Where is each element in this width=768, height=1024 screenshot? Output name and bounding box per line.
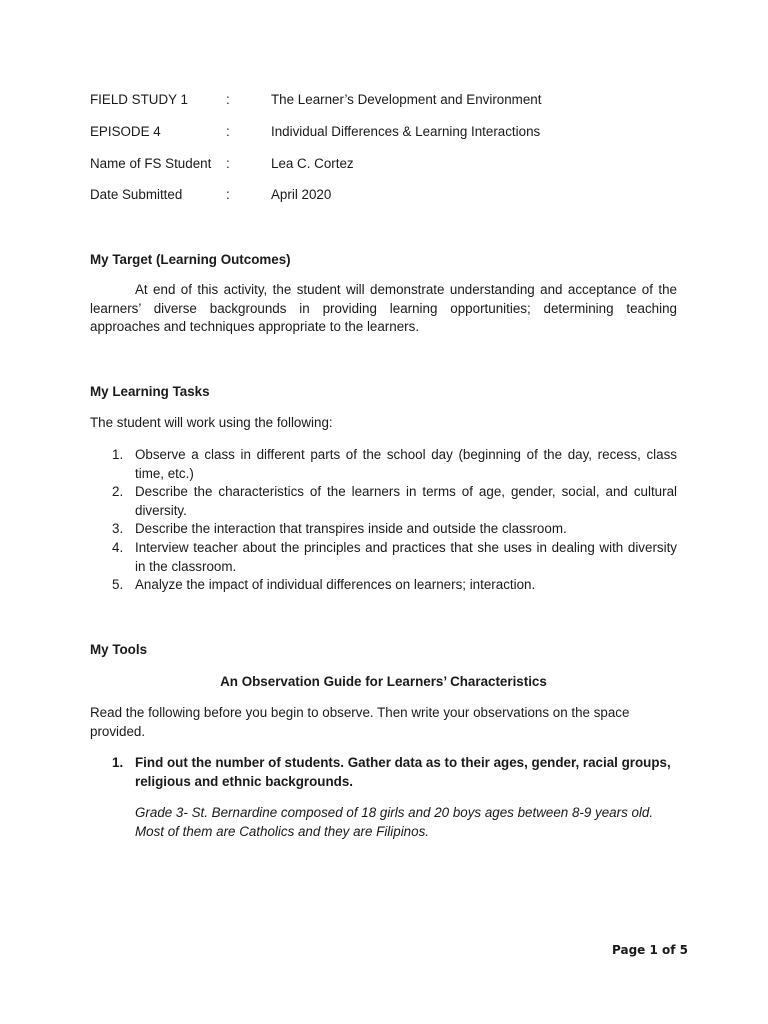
header-row-student-name: [90, 155, 690, 173]
list-item: [90, 446, 677, 483]
list-text: Analyze the impact of individual differences on learners; interaction.: [135, 577, 536, 593]
tools-heading: My Tools: [90, 642, 148, 657]
header-colon: :: [226, 156, 230, 171]
header-value: The Learner’s Development and Environment: [271, 92, 542, 107]
header-value: April 2020: [271, 187, 332, 202]
header-row-field-study: [90, 91, 690, 109]
header-colon: :: [226, 92, 230, 107]
page-number: Page 1 of 5: [612, 943, 688, 957]
list-text: Describe the characteristics of the learners in terms of age, gender, social, and cultural diversity.: [135, 484, 677, 518]
list-item: [90, 576, 677, 595]
tasks-list: [90, 446, 677, 595]
list-text: Observe a class in different parts of the school day (beginning of the day, recess, class time, etc.): [135, 447, 677, 481]
list-number: 2.: [112, 484, 124, 500]
tasks-heading: My Learning Tasks: [90, 384, 210, 399]
header-colon: :: [226, 124, 230, 139]
observation-answer: Grade 3- St. Bernardine composed of 18 girls and 20 boys ages between 8-9 years old. Most of them are Catholics and they are Filipinos.: [135, 805, 654, 839]
list-text: Describe the interaction that transpires inside and outside the classroom.: [135, 521, 567, 537]
header-row-date-submitted: [90, 186, 690, 204]
list-number: 4.: [112, 539, 124, 555]
list-number: 1.: [112, 447, 124, 462]
header-label: Name of FS Student: [90, 156, 212, 171]
question-text: Find out the number of students. Gather data as to their ages, gender, racial groups, religious and ethnic backgrounds.: [135, 755, 671, 789]
list-number: 3.: [112, 521, 124, 537]
list-item: [90, 539, 677, 576]
list-item: [90, 483, 677, 520]
guide-instructions: Read the following before you begin to observe. Then write your observations on the space provided.: [90, 705, 630, 739]
header-value: Lea C. Cortez: [271, 156, 354, 171]
list-number: 5.: [112, 577, 124, 593]
header-row-episode: [90, 123, 690, 141]
header-colon: :: [226, 187, 230, 202]
header-label: Date Submitted: [90, 187, 183, 202]
guide-title: An Observation Guide for Learners’ Characteristics: [220, 674, 547, 689]
target-heading: My Target (Learning Outcomes): [90, 252, 291, 267]
target-paragraph: At end of this activity, the student will demonstrate understanding and acceptance of the learners’ diverse backgrounds in providing learning opportunities; determining teaching approaches and techniques appropriate to the learners.: [90, 282, 677, 335]
tasks-intro: The student will work using the following:: [90, 415, 333, 430]
list-text: Interview teacher about the principles and practices that she uses in dealing with diversity in the classroom.: [135, 539, 677, 574]
header-label: EPISODE 4: [90, 124, 161, 139]
header-value: Individual Differences & Learning Interactions: [271, 124, 541, 139]
question-number: 1.: [112, 755, 124, 770]
list-item: [90, 520, 677, 539]
header-label: FIELD STUDY 1: [90, 92, 188, 107]
